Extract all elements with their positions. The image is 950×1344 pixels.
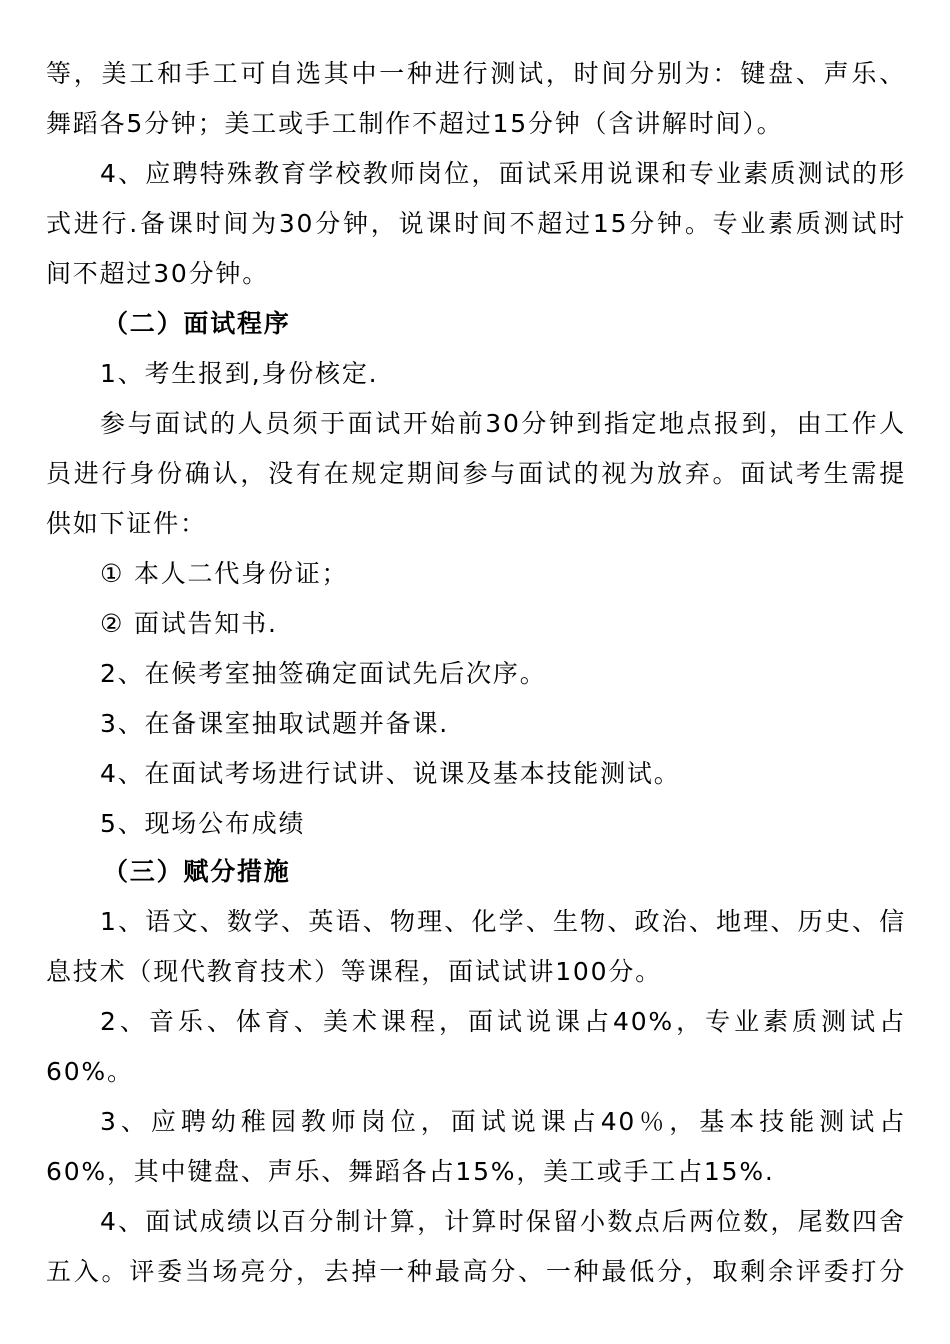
list-item: ② 面试告知书.	[100, 609, 278, 638]
text-line: 3、应聘幼稚园教师岗位，面试说课占40％，基本技能测试占	[100, 1107, 906, 1136]
text-line: 员进行身份确认，没有在规定期间参与面试的视为放弃。面试考生需提	[46, 459, 906, 488]
text-line: 息技术（现代教育技术）等课程，面试试讲100分。	[46, 957, 662, 986]
text-line: 等，美工和手工可自选其中一种进行测试，时间分别为：键盘、声乐、	[46, 59, 906, 88]
text-line: 舞蹈各5分钟；美工或手工制作不超过15分钟（含讲解时间）。	[46, 109, 784, 138]
list-item: 5、现场公布成绩	[100, 809, 306, 838]
text-line: 4、面试成绩以百分制计算，计算时保留小数点后两位数，尾数四舍	[100, 1207, 906, 1236]
text-line: 五入。评委当场亮分，去掉一种最高分、一种最低分，取剩余评委打分	[46, 1257, 906, 1286]
list-item: 2、在候考室抽签确定面试先后次序。	[100, 659, 547, 688]
text-line: 间不超过30分钟。	[46, 259, 270, 288]
list-item: ① 本人二代身份证；	[100, 559, 349, 588]
text-line: 1、语文、数学、英语、物理、化学、生物、政治、地理、历史、信	[100, 907, 906, 936]
list-item: 3、在备课室抽取试题并备课.	[100, 709, 450, 738]
text-line: 供如下证件：	[46, 509, 207, 538]
section-heading: （二）面试程序	[103, 309, 291, 338]
text-line: 2、音乐、体育、美术课程，面试说课占40%，专业素质测试占	[100, 1007, 906, 1036]
list-item: 4、在面试考场进行试讲、说课及基本技能测试。	[100, 759, 681, 788]
text-line: 4、应聘特殊教育学校教师岗位，面试采用说课和专业素质测试的形	[100, 159, 906, 188]
text-line: 1、考生报到,身份核定.	[100, 359, 379, 388]
section-heading: （三）赋分措施	[103, 857, 291, 886]
text-line: 式进行.备课时间为30分钟，说课时间不超过15分钟。专业素质测试时	[46, 209, 906, 238]
text-line: 60%。	[46, 1057, 134, 1086]
text-line: 60%，其中键盘、声乐、舞蹈各占15%，美工或手工占15%.	[46, 1157, 775, 1186]
text-line: 参与面试的人员须于面试开始前30分钟到指定地点报到，由工作人	[100, 409, 906, 438]
